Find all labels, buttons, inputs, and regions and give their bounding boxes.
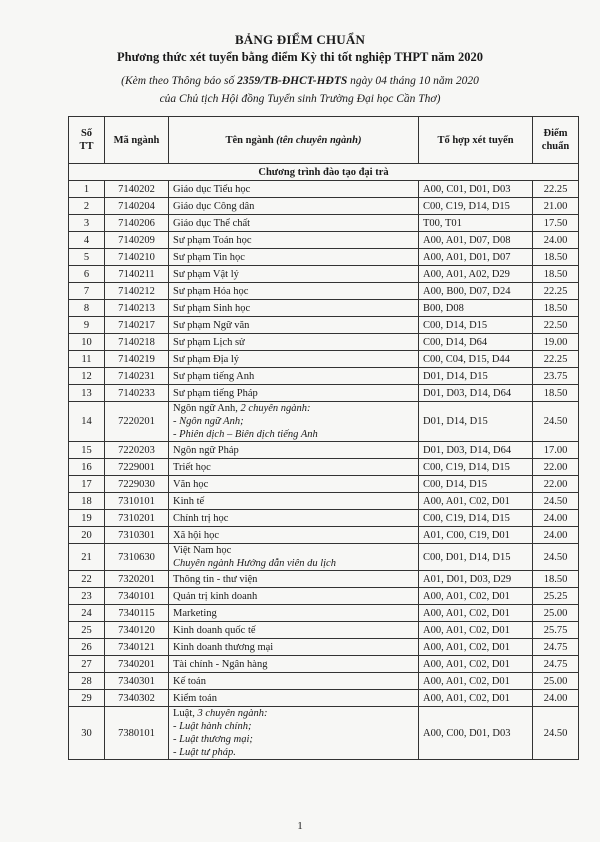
cell-subject-combination: C00, C19, D14, D15 — [419, 510, 533, 527]
table-row — [69, 317, 579, 334]
table-row — [69, 459, 579, 476]
cell-cutoff-score: 24.50 — [533, 493, 579, 510]
cell-subject-combination: A00, C01, D01, D03 — [419, 181, 533, 198]
cell-major-name: Xã hội học — [169, 527, 419, 544]
table-row — [69, 266, 579, 283]
cell-subject-combination: B00, D08 — [419, 300, 533, 317]
major-name-text: Luật, — [173, 708, 198, 719]
cell-cutoff-score: 24.75 — [533, 639, 579, 656]
cell-major-name: Kiểm toán — [169, 690, 419, 707]
cell-stt: 30 — [69, 707, 105, 760]
cell-major-code: 7140231 — [105, 368, 169, 385]
cell-cutoff-score: 18.50 — [533, 385, 579, 402]
cell-stt: 14 — [69, 402, 105, 442]
cell-cutoff-score: 17.00 — [533, 442, 579, 459]
cell-stt: 25 — [69, 622, 105, 639]
cell-major-name — [169, 402, 419, 442]
specialization-line: - Phiên dịch – Biên dịch tiếng Anh — [173, 429, 318, 440]
cell-major-name: Ngôn ngữ Pháp — [169, 442, 419, 459]
cell-subject-combination: D01, D03, D14, D64 — [419, 385, 533, 402]
cell-major-name: Kinh tế — [169, 493, 419, 510]
cell-stt: 2 — [69, 198, 105, 215]
cell-stt: 22 — [69, 571, 105, 588]
cell-major-name: Giáo dục Tiểu học — [169, 181, 419, 198]
cell-major-name: Kinh doanh thương mại — [169, 639, 419, 656]
cell-major-code: 7140211 — [105, 266, 169, 283]
cell-major-code: 7140217 — [105, 317, 169, 334]
table-row — [69, 673, 579, 690]
reference-note-line2: của Chủ tịch Hội đồng Tuyển sinh Trường Đại học Cần Thơ) — [159, 93, 441, 105]
table-row — [69, 605, 579, 622]
document-title: BẢNG ĐIỂM CHUẨN — [234, 32, 366, 47]
cell-subject-combination: A00, A01, A02, D29 — [419, 266, 533, 283]
table-row — [69, 283, 579, 300]
cell-major-name: Sư phạm Hóa học — [169, 283, 419, 300]
cell-stt: 7 — [69, 283, 105, 300]
cell-cutoff-score: 24.50 — [533, 544, 579, 571]
cell-subject-combination: A00, A01, C02, D01 — [419, 588, 533, 605]
cell-cutoff-score: 25.25 — [533, 588, 579, 605]
cell-stt: 11 — [69, 351, 105, 368]
cell-subject-combination: A00, A01, C02, D01 — [419, 673, 533, 690]
cell-subject-combination: C00, D14, D15 — [419, 317, 533, 334]
note-prefix: (Kèm theo Thông báo số — [121, 75, 238, 87]
cell-stt: 9 — [69, 317, 105, 334]
table-row — [69, 510, 579, 527]
table-row — [69, 442, 579, 459]
cell-major-code: 7310101 — [105, 493, 169, 510]
cell-major-code: 7340101 — [105, 588, 169, 605]
cell-major-name: Tài chính - Ngân hàng — [169, 656, 419, 673]
cell-subject-combination: A00, A01, C02, D01 — [419, 690, 533, 707]
cell-cutoff-score: 18.50 — [533, 571, 579, 588]
cell-major-code: 7340115 — [105, 605, 169, 622]
cell-major-name: Sư phạm tiếng Pháp — [169, 385, 419, 402]
table-row — [69, 215, 579, 232]
cell-major-code: 7229030 — [105, 476, 169, 493]
cell-subject-combination: D01, D14, D15 — [419, 368, 533, 385]
table-row — [69, 493, 579, 510]
table-row — [69, 368, 579, 385]
cell-subject-combination: A01, C00, C19, D01 — [419, 527, 533, 544]
table-row — [69, 232, 579, 249]
cell-major-code: 7340201 — [105, 656, 169, 673]
cell-major-name: Sư phạm Tin học — [169, 249, 419, 266]
table-row — [69, 198, 579, 215]
cell-cutoff-score: 25.00 — [533, 605, 579, 622]
reference-note-line1 — [0, 75, 600, 87]
header-name-sub: (tên chuyên ngành) — [276, 134, 362, 146]
cell-major-code: 7140233 — [105, 385, 169, 402]
header-name-main: Tên ngành — [225, 134, 274, 146]
cell-subject-combination: A00, A01, C02, D01 — [419, 656, 533, 673]
cell-major-name — [169, 544, 419, 571]
cell-major-name: Giáo dục Thể chất — [169, 215, 419, 232]
cell-stt: 21 — [69, 544, 105, 571]
table-row — [69, 527, 579, 544]
cell-stt: 24 — [69, 605, 105, 622]
cell-major-code: 7380101 — [105, 707, 169, 760]
table-row — [69, 544, 579, 571]
cell-stt: 3 — [69, 215, 105, 232]
table-row — [69, 249, 579, 266]
cell-cutoff-score: 24.75 — [533, 656, 579, 673]
cell-stt: 18 — [69, 493, 105, 510]
cell-subject-combination: A00, A01, C02, D01 — [419, 639, 533, 656]
cell-cutoff-score: 24.00 — [533, 690, 579, 707]
cell-major-code: 7340301 — [105, 673, 169, 690]
cell-stt: 19 — [69, 510, 105, 527]
cell-stt: 26 — [69, 639, 105, 656]
page-number: 1 — [297, 820, 303, 832]
section-title: Chương trình đào tạo đại trà — [69, 164, 579, 181]
table-row — [69, 402, 579, 442]
major-name-text: Ngôn ngữ Anh, — [173, 403, 241, 414]
cell-major-name: Chính trị học — [169, 510, 419, 527]
cell-major-name: Sư phạm Ngữ văn — [169, 317, 419, 334]
cell-major-code: 7140210 — [105, 249, 169, 266]
cell-major-name: Sư phạm Địa lý — [169, 351, 419, 368]
table-row — [69, 639, 579, 656]
table-row — [69, 181, 579, 198]
cell-major-name: Văn học — [169, 476, 419, 493]
table-row — [69, 476, 579, 493]
table-row — [69, 334, 579, 351]
cell-major-code: 7140209 — [105, 232, 169, 249]
document-subtitle: Phương thức xét tuyển bằng điểm Kỳ thi tốt nghiệp THPT năm 2020 — [117, 50, 483, 64]
cell-stt: 6 — [69, 266, 105, 283]
cell-subject-combination: D01, D03, D14, D64 — [419, 442, 533, 459]
cell-cutoff-score: 22.00 — [533, 476, 579, 493]
cell-major-name: Giáo dục Công dân — [169, 198, 419, 215]
cell-cutoff-score: 17.50 — [533, 215, 579, 232]
cell-subject-combination: C00, D01, D14, D15 — [419, 544, 533, 571]
cell-subject-combination: A00, A01, D07, D08 — [419, 232, 533, 249]
cell-cutoff-score: 25.75 — [533, 622, 579, 639]
cell-cutoff-score: 18.50 — [533, 249, 579, 266]
cell-major-name: Kinh doanh quốc tế — [169, 622, 419, 639]
cell-major-name: Marketing — [169, 605, 419, 622]
cell-major-code: 7140202 — [105, 181, 169, 198]
cell-subject-combination: C00, C19, D14, D15 — [419, 459, 533, 476]
cell-subject-combination: D01, D14, D15 — [419, 402, 533, 442]
section-row — [69, 164, 579, 181]
cell-subject-combination: A00, C00, D01, D03 — [419, 707, 533, 760]
cell-cutoff-score: 22.50 — [533, 317, 579, 334]
cell-subject-combination: T00, T01 — [419, 215, 533, 232]
cell-stt: 20 — [69, 527, 105, 544]
cell-cutoff-score: 24.50 — [533, 707, 579, 760]
header-code: Mã ngành — [105, 117, 169, 164]
header-score: Điểm chuẩn — [533, 117, 579, 164]
major-name-main — [173, 402, 414, 415]
cell-cutoff-score: 24.00 — [533, 527, 579, 544]
cell-cutoff-score: 19.00 — [533, 334, 579, 351]
table-row — [69, 622, 579, 639]
cell-major-code: 7320201 — [105, 571, 169, 588]
cell-stt: 28 — [69, 673, 105, 690]
cell-major-name: Sư phạm Vật lý — [169, 266, 419, 283]
cell-cutoff-score: 23.75 — [533, 368, 579, 385]
cell-major-name: Kế toán — [169, 673, 419, 690]
table-row — [69, 690, 579, 707]
cell-subject-combination: C00, D14, D64 — [419, 334, 533, 351]
cell-major-name: Sư phạm Toán học — [169, 232, 419, 249]
cell-major-name: Thông tin - thư viện — [169, 571, 419, 588]
specialization-line: - Ngôn ngữ Anh; — [173, 416, 244, 427]
cell-subject-combination: A00, A01, C02, D01 — [419, 605, 533, 622]
cell-major-code: 7140212 — [105, 283, 169, 300]
cell-subject-combination: A00, A01, C02, D01 — [419, 493, 533, 510]
cell-stt: 27 — [69, 656, 105, 673]
table-header-row — [69, 117, 579, 164]
cell-cutoff-score: 24.00 — [533, 232, 579, 249]
score-table — [68, 116, 579, 760]
cell-cutoff-score: 18.50 — [533, 300, 579, 317]
cell-major-code: 7140206 — [105, 215, 169, 232]
cell-stt: 8 — [69, 300, 105, 317]
header-combo: Tổ hợp xét tuyển — [419, 117, 533, 164]
major-name-text: Việt Nam học — [173, 545, 232, 556]
major-name-specializations: 3 chuyên ngành: — [197, 708, 268, 719]
cell-major-name: Triết học — [169, 459, 419, 476]
cell-stt: 23 — [69, 588, 105, 605]
cell-stt: 10 — [69, 334, 105, 351]
specialization-line: - Luật tư pháp. — [173, 747, 236, 758]
specialization-line: - Luật hành chính; — [173, 721, 252, 732]
cell-cutoff-score: 24.50 — [533, 402, 579, 442]
cell-subject-combination: C00, C19, D14, D15 — [419, 198, 533, 215]
cell-major-code: 7310201 — [105, 510, 169, 527]
cell-cutoff-score: 22.25 — [533, 283, 579, 300]
cell-stt: 16 — [69, 459, 105, 476]
cell-major-code: 7340120 — [105, 622, 169, 639]
cell-subject-combination: A00, A01, C02, D01 — [419, 622, 533, 639]
cell-cutoff-score: 21.00 — [533, 198, 579, 215]
header-name — [169, 117, 419, 164]
cell-stt: 17 — [69, 476, 105, 493]
table-row — [69, 588, 579, 605]
cell-major-code: 7140204 — [105, 198, 169, 215]
cell-subject-combination: A01, D01, D03, D29 — [419, 571, 533, 588]
cell-stt: 5 — [69, 249, 105, 266]
cell-major-code: 7229001 — [105, 459, 169, 476]
cell-major-name: Sư phạm Lịch sử — [169, 334, 419, 351]
cell-subject-combination: A00, B00, D07, D24 — [419, 283, 533, 300]
cell-major-name: Quản trị kinh doanh — [169, 588, 419, 605]
cell-subject-combination: C00, C04, D15, D44 — [419, 351, 533, 368]
cell-stt: 29 — [69, 690, 105, 707]
header-stt: Số TT — [69, 117, 105, 164]
cell-major-name: Sư phạm Sinh học — [169, 300, 419, 317]
table-row — [69, 571, 579, 588]
cell-cutoff-score: 22.00 — [533, 459, 579, 476]
cell-major-code: 7340121 — [105, 639, 169, 656]
cell-stt: 15 — [69, 442, 105, 459]
cell-cutoff-score: 22.25 — [533, 181, 579, 198]
cell-stt: 1 — [69, 181, 105, 198]
table-row — [69, 351, 579, 368]
cell-cutoff-score: 22.25 — [533, 351, 579, 368]
cell-major-code: 7140213 — [105, 300, 169, 317]
cell-major-name — [169, 707, 419, 760]
cell-major-code: 7310630 — [105, 544, 169, 571]
major-name-main — [173, 544, 414, 557]
major-name-specializations: 2 chuyên ngành: — [240, 403, 311, 414]
cell-stt: 12 — [69, 368, 105, 385]
cell-cutoff-score: 18.50 — [533, 266, 579, 283]
table-row — [69, 385, 579, 402]
cell-major-name: Sư phạm tiếng Anh — [169, 368, 419, 385]
cell-major-code: 7220201 — [105, 402, 169, 442]
cell-cutoff-score: 24.00 — [533, 510, 579, 527]
specialization-line: Chuyên ngành Hướng dẫn viên du lịch — [173, 558, 336, 569]
cell-major-code: 7140218 — [105, 334, 169, 351]
cell-major-code: 7310301 — [105, 527, 169, 544]
specialization-line: - Luật thương mại; — [173, 734, 253, 745]
cell-major-code: 7220203 — [105, 442, 169, 459]
cell-subject-combination: C00, D14, D15 — [419, 476, 533, 493]
cell-major-code: 7140219 — [105, 351, 169, 368]
major-name-main — [173, 707, 414, 720]
table-row — [69, 707, 579, 760]
cell-stt: 13 — [69, 385, 105, 402]
cell-stt: 4 — [69, 232, 105, 249]
table-row — [69, 300, 579, 317]
note-suffix: ngày 04 tháng 10 năm 2020 — [347, 75, 479, 87]
cell-subject-combination: A00, A01, D01, D07 — [419, 249, 533, 266]
cell-major-code: 7340302 — [105, 690, 169, 707]
note-reference-number: 2359/TB-ĐHCT-HĐTS — [237, 75, 348, 87]
table-row — [69, 656, 579, 673]
cell-cutoff-score: 25.00 — [533, 673, 579, 690]
